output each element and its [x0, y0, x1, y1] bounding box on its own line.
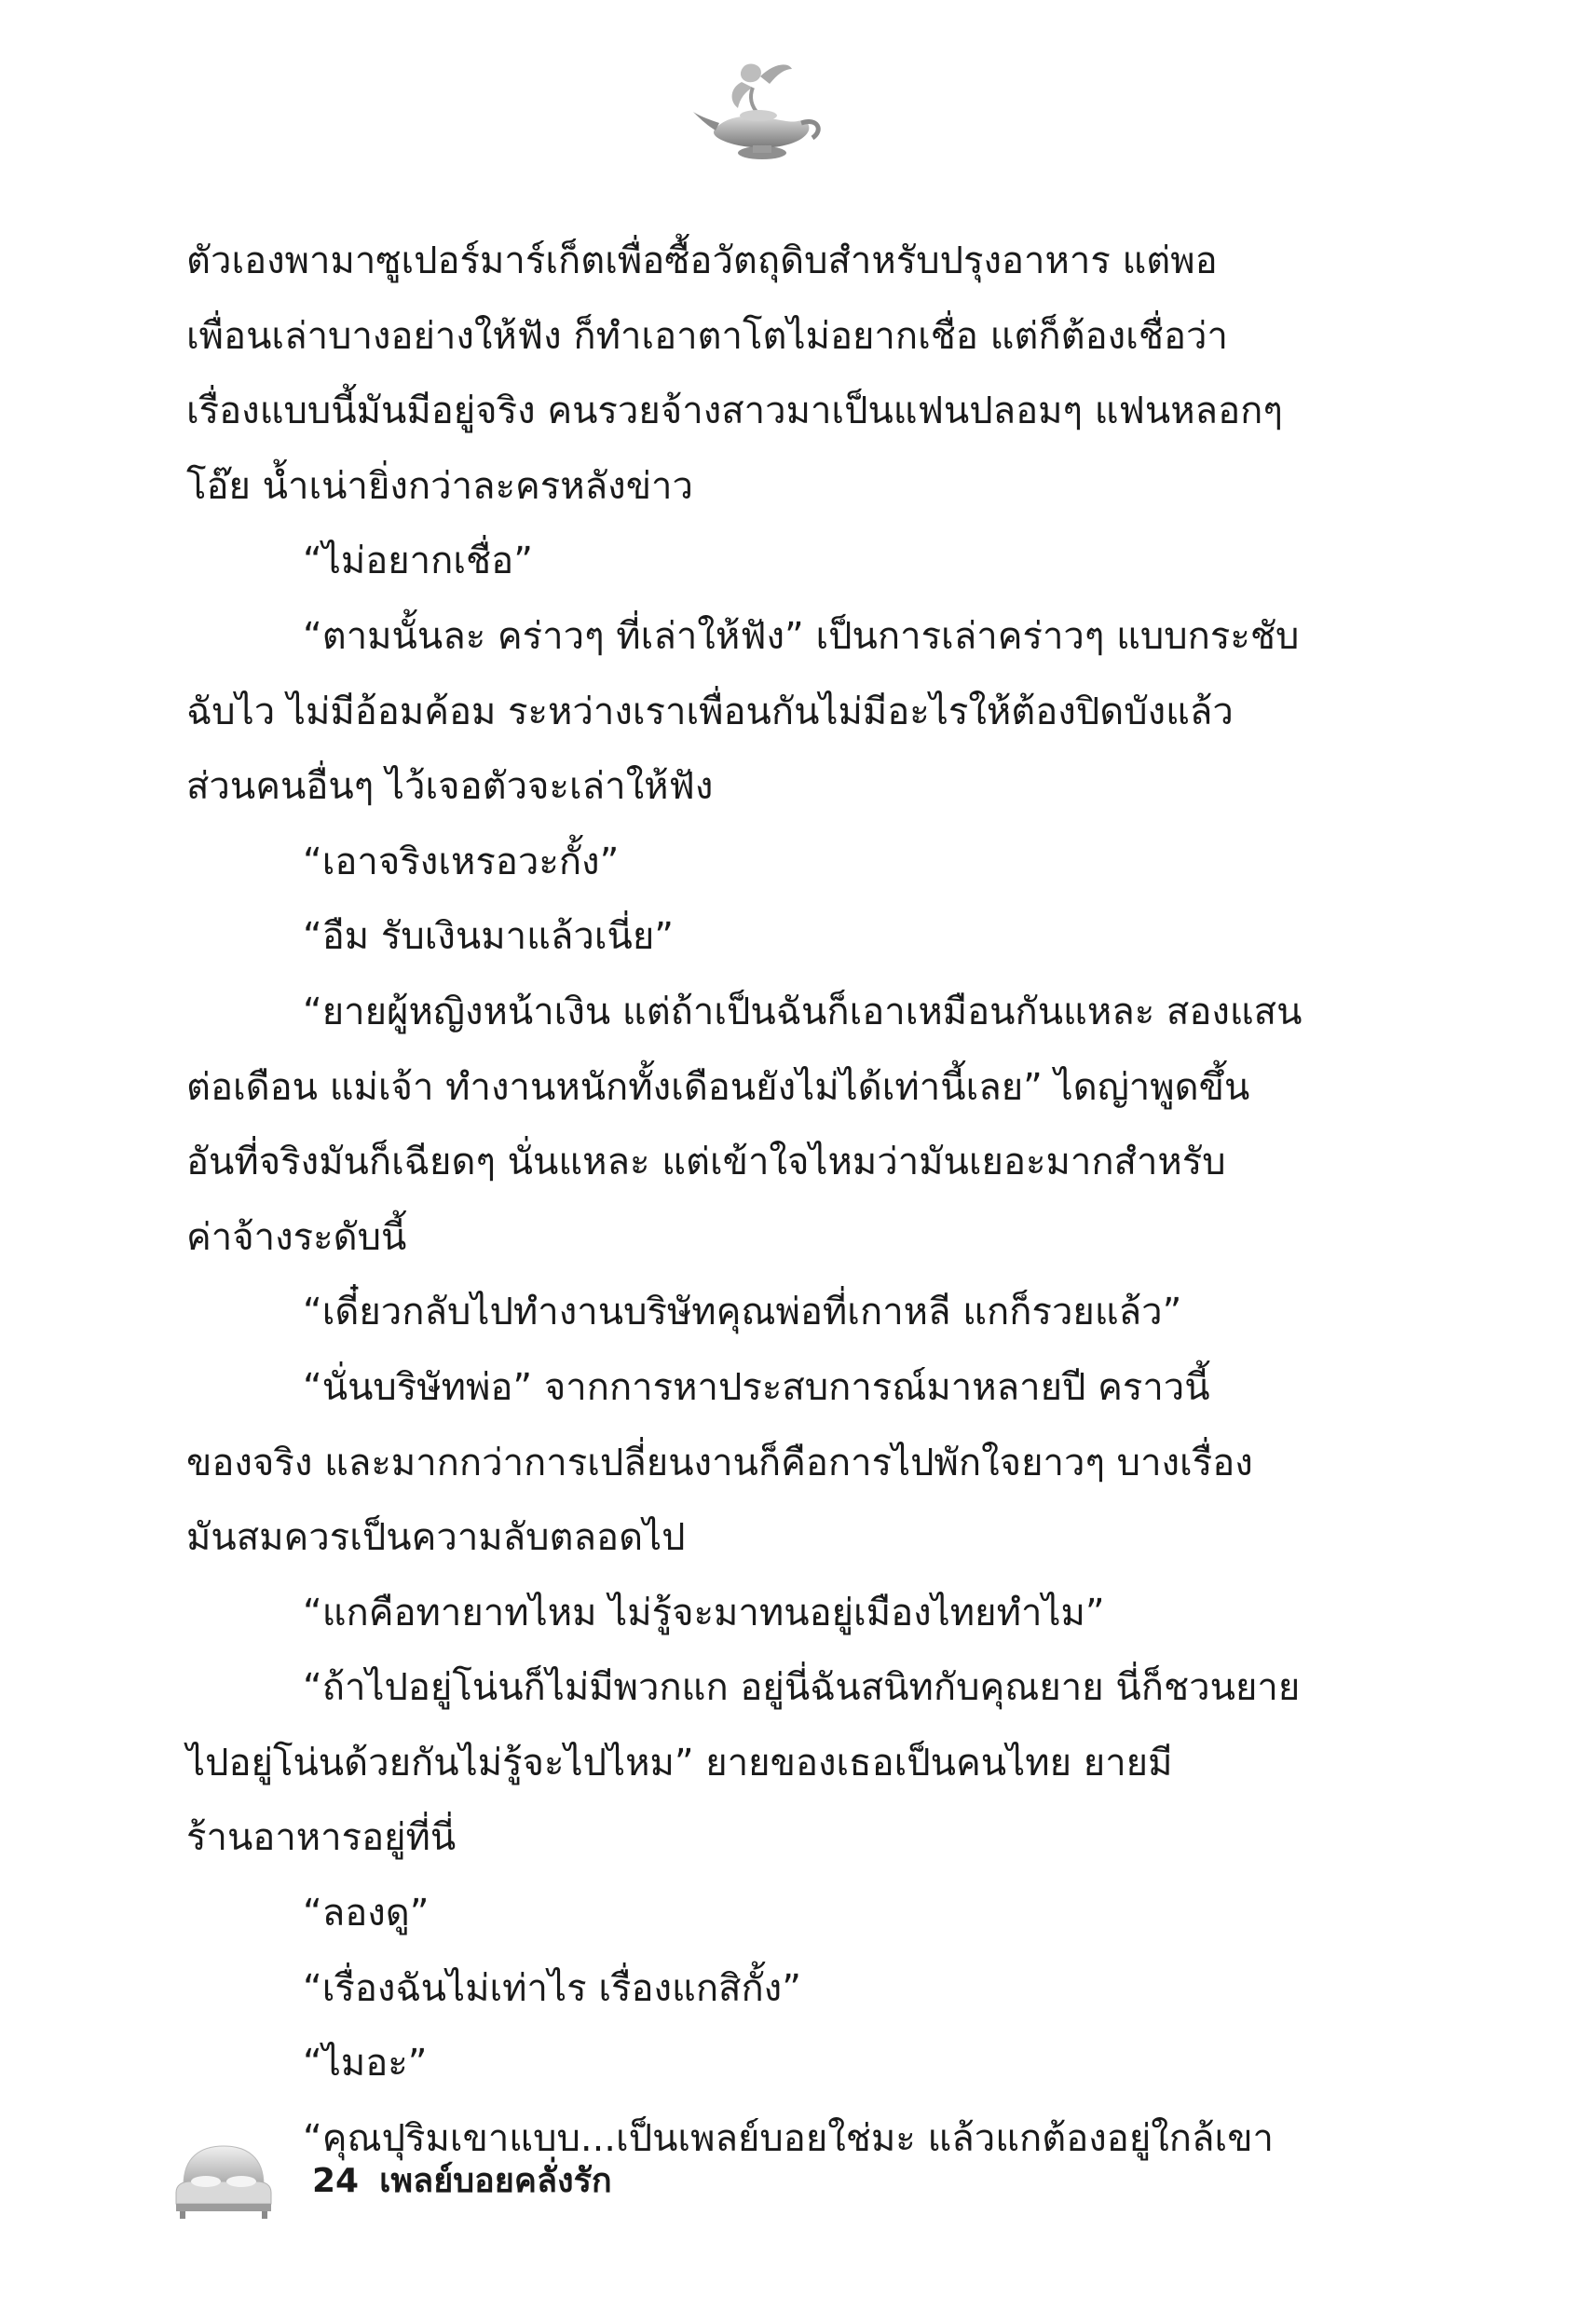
text-line: “เอาจริงเหรอวะกั้ง”	[303, 840, 620, 883]
text-line: เพื่อนเล่าบางอย่างให้ฟัง ก็ทำเอาตาโตไม่อยากเชื่อ แต่ก็ต้องเชื่อว่า	[186, 314, 1228, 358]
bed-icon	[172, 2139, 275, 2222]
text-line: “อืม รับเงินมาแล้วเนี่ย”	[303, 915, 675, 959]
text-line: ตัวเองพามาซูเปอร์มาร์เก็ตเพื่อซื้อวัตถุดิบสำหรับปรุงอาหาร แต่พอ	[186, 239, 1218, 282]
text-line: “ถ้าไปอยู่โน่นก็ไม่มีพวกแก อยู่นี่ฉันสนิทกับคุณยาย นี่ก็ชวนยาย	[303, 1666, 1301, 1710]
genie-lamp-icon	[688, 56, 827, 168]
text-line: “ไมอะ”	[303, 2042, 428, 2085]
text-line: โอ๊ย น้ำเน่ายิ่งกว่าละครหลังข่าว	[186, 464, 693, 508]
body-text	[186, 224, 1332, 2176]
text-line: ไปอยู่โน่นด้วยกันไม่รู้จะไปไหม” ยายของเธอเป็นคนไทย ยายมี	[186, 1741, 1173, 1785]
text-line: “เรื่องฉันไม่เท่าไร เรื่องแกสิกั้ง”	[303, 1966, 801, 2010]
page-footer	[172, 2139, 825, 2222]
text-line: “ไม่อยากเชื่อ”	[303, 540, 533, 583]
text-line: “ตามนั้นละ คร่าวๆ ที่เล่าให้ฟัง” เป็นการเล่าคร่าวๆ แบบกระชับ	[303, 614, 1300, 658]
text-line: อันที่จริงมันก็เฉียดๆ นั่นแหละ แต่เข้าใจไหมว่ามันเยอะมากสำหรับ	[186, 1141, 1226, 1184]
text-line: “คุณปุริมเขาแบบ...เป็นเพลย์บอยใช่มะ แล้วแกต้องอยู่ใกล้เขา	[303, 2116, 1274, 2160]
text-line: “ยายผู้หญิงหน้าเงิน แต่ถ้าเป็นฉันก็เอาเหมือนกันแหละ สองแสน	[303, 990, 1303, 1033]
footer-label	[312, 2161, 612, 2202]
text-line: ค่าจ้างระดับนี้	[186, 1215, 407, 1259]
text-line: “แกคือทายาทไหม ไม่รู้จะมาทนอยู่เมืองไทยทำไม”	[303, 1591, 1105, 1634]
text-line: “ลองดู”	[303, 1892, 430, 1935]
text-line: ของจริง และมากกว่าการเปลี่ยนงานก็คือการไปพักใจยาวๆ บางเรื่อง	[186, 1441, 1253, 1484]
text-line: เรื่องแบบนี้มันมีอยู่จริง คนรวยจ้างสาวมาเป็นแฟนปลอมๆ แฟนหลอกๆ	[186, 390, 1283, 433]
page-number: 24	[312, 2162, 360, 2200]
text-line: “เดี๋ยวกลับไปทำงานบริษัทคุณพ่อที่เกาหลี แกก็รวยแล้ว”	[303, 1291, 1182, 1334]
text-line: ต่อเดือน แม่เจ้า ทำงานหนักทั้งเดือนยังไม่ได้เท่านี้เลย” ไดญ่าพูดขึ้น	[186, 1065, 1250, 1109]
text-line: มันสมควรเป็นความลับตลอดไป	[186, 1516, 686, 1560]
book-title: เพลย์บอยคลั่งรัก	[379, 2162, 612, 2200]
text-line: ร้านอาหารอยู่ที่นี่	[186, 1816, 457, 1860]
text-line: ส่วนคนอื่นๆ ไว้เจอตัวจะเล่าให้ฟัง	[186, 765, 714, 809]
text-line: “นั่นบริษัทพ่อ” จากการหาประสบการณ์มาหลายปี คราวนี้	[303, 1365, 1210, 1409]
text-line: ฉับไว ไม่มีอ้อมค้อม ระหว่างเราเพื่อนกันไม่มีอะไรให้ต้องปิดบังแล้ว	[186, 690, 1234, 733]
